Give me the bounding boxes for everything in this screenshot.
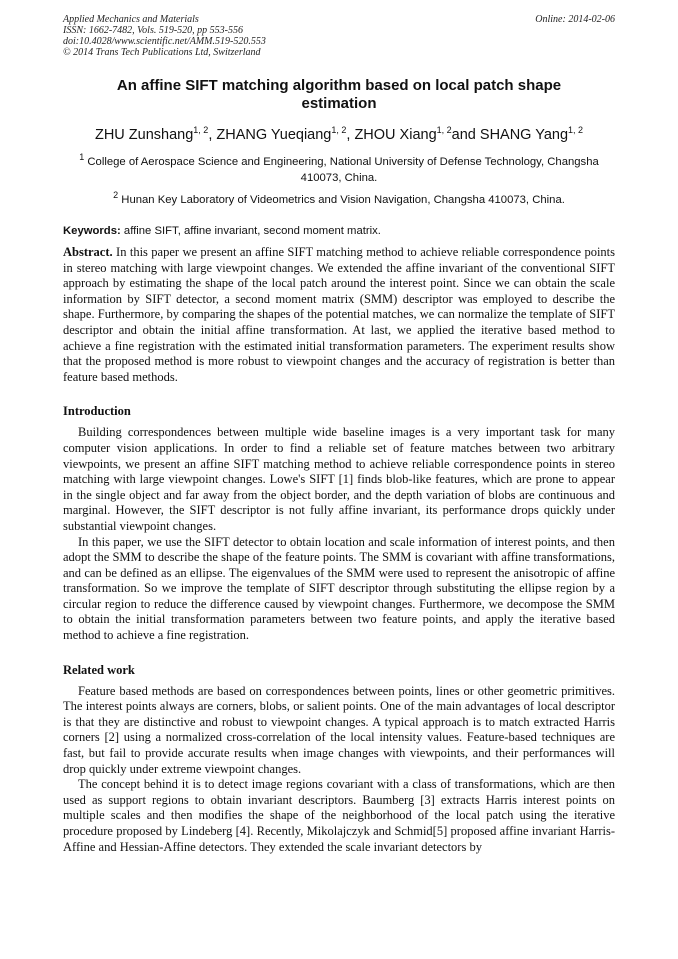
- affiliation-2: $^2$ Hunan Key Laboratory of Videometrics and Vision Navigation, Changsha 410073, China.: [113, 190, 565, 206]
- paragraph: The concept behind it is to detect image regions covariant with a class of transformations, which are then used as support regions to obtain invariant descriptors. Baumberg [3] extracts Harris interest points on multiple scales and then modifies the shape of the neighborhood of the local patch using the iterative procedure proposed by Lindeberg [4]. Recently, Mikolajczyk and Schmid[5] proposed affine invariant Harris-Affine and Hessian-Affine detectors. They extended the scale invariant detectors by: [63, 777, 615, 854]
- keywords-text: affine SIFT, affine invariant, second moment matrix.: [123, 225, 381, 237]
- author: ZHOU Xiang$^{1, 2}$: [354, 125, 452, 143]
- affiliation-1: $^1$ College of Aerospace Science and Engineering, National University of Defense Technology, Changsha 410073, China.: [79, 152, 599, 184]
- keywords: [63, 224, 615, 239]
- author: ZHU Zunshang$^{1, 2}$,: [94, 125, 217, 143]
- paragraph: Building correspondences between multiple wide baseline images is a very important task for many computer vision applications. In order to find a reliable set of feature matches between two arbitrary viewpoints, we present an affine SIFT matching method to achieve reliable correspondence points in stereo matching with large viewpoint changes. Lowe's SIFT [1] finds blob-like features, which are prone to appear in the single object and far away from the object border, and the depth variation of blobs are continuous and marginal. However, the SIFT descriptor is not fully affine invariant, its performance drops quickly under substantial viewpoint changes.: [63, 425, 615, 533]
- abstract-label: Abstract.: [63, 245, 113, 259]
- section-heading-related-work: Related work: [63, 662, 135, 677]
- section-heading-introduction: Introduction: [63, 404, 131, 419]
- paper-title: An affine SIFT matching algorithm based on local patch shape estimation: [116, 77, 562, 112]
- keywords-label: Keywords:: [63, 225, 121, 237]
- issn-line: ISSN: 1662-7482, Vols. 519-520, pp 553-556: [63, 25, 243, 36]
- journal-name: Applied Mechanics and Materials: [63, 14, 199, 25]
- doi-line: doi:10.4028/www.scientific.net/AMM.519-520.553: [63, 36, 266, 47]
- copyright-line: © 2014 Trans Tech Publications Ltd, Switzerland: [63, 47, 261, 58]
- author: and SHANG Yang$^{1, 2}$: [451, 125, 584, 143]
- author-list: [63, 127, 615, 144]
- author: ZHANG Yueqiang$^{1, 2}$,: [216, 125, 355, 143]
- online-date: Online: 2014-02-06: [535, 14, 615, 25]
- paragraph: Feature based methods are based on correspondences between points, lines or other geometric primitives. The interest points always are corners, blobs, or salient points. One of the main advantages of local descriptor is that they are distinctive and robust to viewpoint changes. A typical approach is to match extracted Harris corners [2] using a normalized cross-correlation of the local intensity values. Feature-based techniques are fast, but fail to provide accurate results when image changes with viewpoints, and their performances will drop quickly under extreme viewpoint changes.: [63, 683, 615, 776]
- abstract-text: In this paper we present an affine SIFT matching method to achieve reliable correspondence points in stereo matching with large viewpoint changes. We extended the affine invariant of the conventional SIFT approach by estimating the shape of the local patch around the interest point. Since we can obtain the scale information by SIFT detector, a second moment matrix (SMM) descriptor was employed to describe the shape. Furthermore, by comparing the shapes of the potential matches, we can normalize the template of SIFT descriptor and obtain the initial affine transformation. At last, we applied the iterative based method to achieve a fine registration with the estimated initial transformation parameters. The experiment results show that the proposed method is more robust to viewpoint changes and the accuracy of registration is better than feature based methods.: [63, 245, 616, 384]
- abstract: [63, 245, 615, 385]
- paper-page: [63, 14, 615, 855]
- journal-header: [63, 14, 615, 58]
- paragraph: In this paper, we use the SIFT detector to obtain location and scale information of interest points, and then adopt the SMM to describe the shape of the feature points. The SMM is covariant with affine transformations, and can be defined as an ellipse. The eigenvalues of the SMM were used to represent the anisotropic of affine transformation. So we improve the template of SIFT descriptor through substituting the ellipse region by a circular region to reduce the difference caused by viewpoint changes. Furthermore, we decompose the SMM to obtain the initial transformation parameters between two feature points, and apply the iterative based method to achieve a fine registration.: [63, 534, 615, 643]
